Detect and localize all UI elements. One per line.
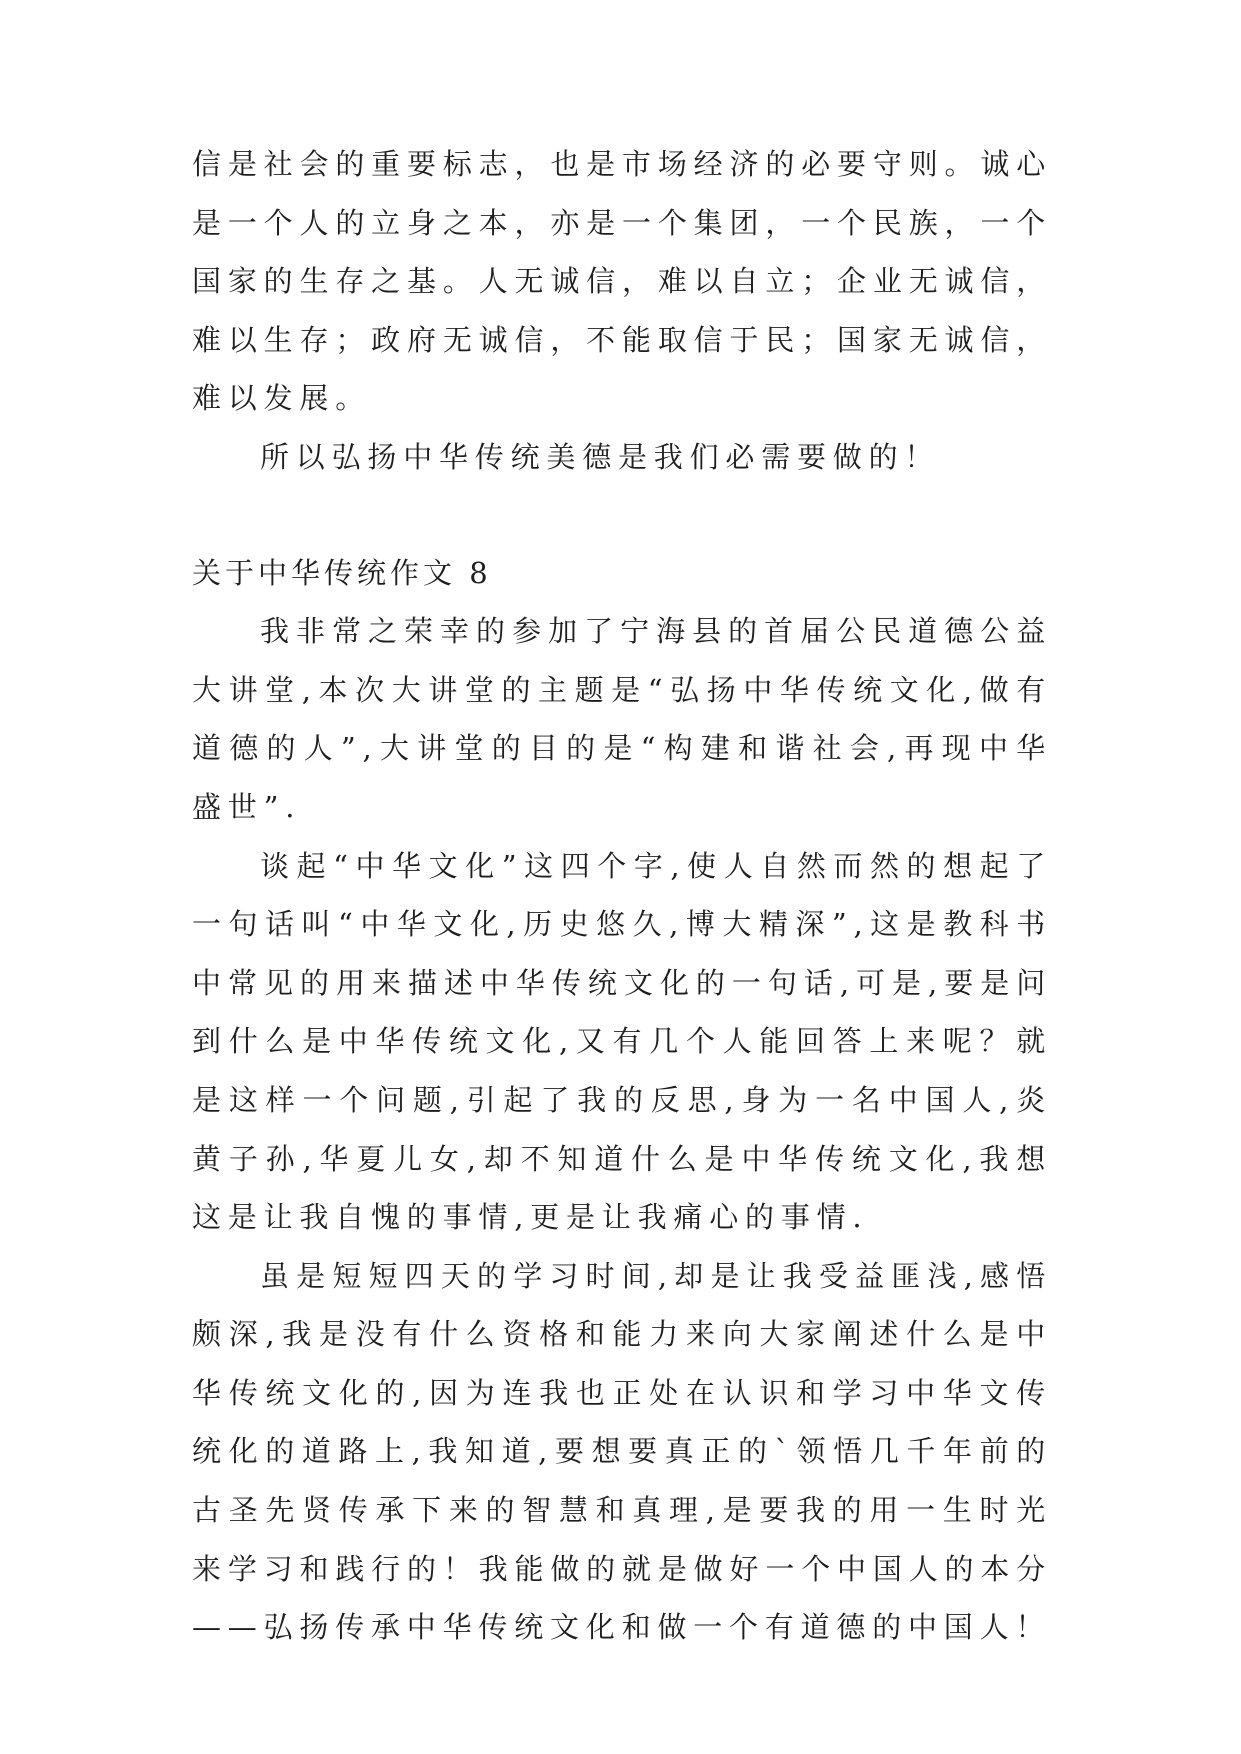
paragraph-four-days-learning: 虽是短短四天的学习时间,却是让我受益匪浅,感悟颇深,我是没有什么资格和能力来向大家阐述什么是中华传统文化的,因为连我也正处在认识和学习中华文传统化的道路上,我知道,要想要真正的`领悟几千年前的古圣先贤传承下来的智慧和真理,是要我的用一生时光来学习和践行的！我能做的就是做好一个中国人的本分——弘扬传承中华传统文化和做一个有道德的中国人！ <box>192 1258 1052 1645</box>
section-spacer <box>192 487 1052 544</box>
document-body <box>192 135 1052 1657</box>
paragraph-promote-virtue: 所以弘扬中华传统美德是我们必需要做的！ <box>260 439 941 474</box>
paragraph-integrity-continuation: 信是社会的重要标志，也是市场经济的必要守则。诚心是一个人的立身之本，亦是一个集团，一个民族，一个国家的生存之基。人无诚信，难以自立；企业无诚信，难以生存；政府无诚信，不能取信于民；国家无诚信，难以发展。 <box>192 147 1052 416</box>
paragraph-chinese-culture: 谈起“中华文化”这四个字,使人自然而然的想起了一句话叫“中华文化,历史悠久,博大精深”,这是教科书中常见的用来描述中华传统文化的一句话,可是,要是问到什么是中华传统文化,又有几个人能回答上来呢？就是这样一个问题,引起了我的反思,身为一名中国人,炎黄子孙,华夏儿女,却不知道什么是中华传统文化,我想这是让我自愧的事情,更是让我痛心的事情. <box>192 848 1052 1235</box>
section-heading: 关于中华传统作文 8 <box>192 555 492 590</box>
paragraph-lecture-intro: 我非常之荣幸的参加了宁海县的首届公民道德公益大讲堂,本次大讲堂的主题是“弘扬中华传统文化,做有道德的人”,大讲堂的目的是“构建和谐社会,再现中华盛世”. <box>192 614 1052 824</box>
